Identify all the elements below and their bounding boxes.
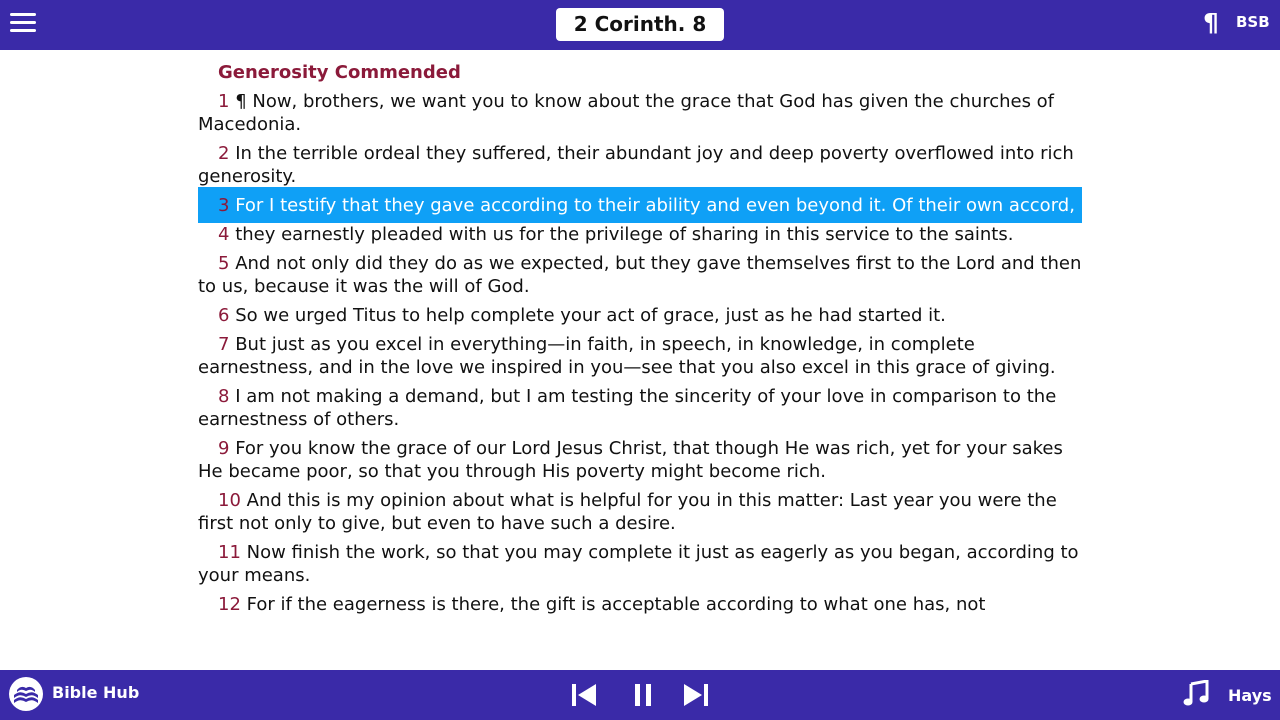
verse-number: 5 [218,253,230,274]
verse-7[interactable] [198,333,1082,379]
verse-1[interactable] [198,90,1082,136]
menu-icon-bar [10,13,36,16]
skip-next-icon[interactable] [681,681,711,709]
verse-text: So we urged Titus to help complete your act of grace, just as he had started it. [235,305,946,326]
narrator-selector-button[interactable]: Hays [1228,686,1272,705]
skip-previous-icon[interactable] [569,681,599,709]
verse-number: 10 [218,490,241,511]
verse-5[interactable] [198,252,1082,298]
verse-number: 12 [218,594,241,615]
verse-2[interactable] [198,142,1082,188]
verse-number: 7 [218,334,230,355]
menu-icon-bar [10,29,36,32]
verse-text: For you know the grace of our Lord Jesus Christ, that though He was rich, yet for your sakes He became poor, so that you through His poverty might become rich. [198,438,1063,482]
verse-number: 3 [218,195,230,216]
verse-text: In the terrible ordeal they suffered, their abundant joy and deep poverty overflowed into rich generosity. [198,143,1074,187]
verse-9[interactable] [198,437,1082,483]
verse-number: 11 [218,542,241,563]
verse-8[interactable] [198,385,1082,431]
passage-content[interactable] [198,62,1082,670]
verse-text: For if the eagerness is there, the gift is acceptable according to what one has, not [246,594,986,615]
verse-number: 8 [218,386,230,407]
verse-12[interactable] [198,593,1082,616]
verse-number: 4 [218,224,230,245]
bottom-bar [0,670,1280,720]
menu-icon[interactable] [10,12,37,34]
brand-label: Bible Hub [52,683,140,702]
verse-number: 9 [218,438,230,459]
verse-text: ¶ Now, brothers, we want you to know about the grace that God has given the churches of Macedonia. [198,91,1055,135]
verse-text: But just as you excel in everything—in faith, in speech, in knowledge, in complete earnestness, and in the love we inspired in you—see that you also excel in this grace of giving. [198,334,1056,378]
verse-number: 1 [218,91,230,112]
version-selector-button[interactable]: BSB [1236,13,1270,31]
music-note-icon[interactable] [1183,680,1209,708]
top-bar [0,0,1280,50]
section-heading: Generosity Commended [218,62,461,83]
verse-text: I am not making a demand, but I am testing the sincerity of your love in comparison to the earnestness of others. [198,386,1057,430]
verse-number: 2 [218,143,230,164]
verse-text: For I testify that they gave according to their ability and even beyond it. Of their own accord, [235,195,1075,216]
bible-hub-logo-icon[interactable] [8,676,44,712]
verse-10[interactable] [198,489,1082,535]
verse-3-selected[interactable] [198,194,1082,217]
verse-text: And not only did they do as we expected, but they gave themselves first to the Lord and then to us, because it was the will of God. [198,253,1082,297]
paragraph-toggle-button[interactable]: ¶ [1203,8,1219,37]
verse-4[interactable] [198,223,1082,246]
verse-text: And this is my opinion about what is helpful for you in this matter: Last year you were the first not only to give, but even to have such a desire. [198,490,1057,534]
verse-text: Now finish the work, so that you may complete it just as eagerly as you began, according to your means. [198,542,1079,586]
pause-icon[interactable] [628,681,658,709]
verse-text: they earnestly pleaded with us for the privilege of sharing in this service to the saints. [235,224,1014,245]
verse-number: 6 [218,305,230,326]
chapter-title-button[interactable]: 2 Corinth. 8 [556,8,724,41]
menu-icon-bar [10,21,36,24]
verse-11[interactable] [198,541,1082,587]
verse-6[interactable] [198,304,1082,327]
